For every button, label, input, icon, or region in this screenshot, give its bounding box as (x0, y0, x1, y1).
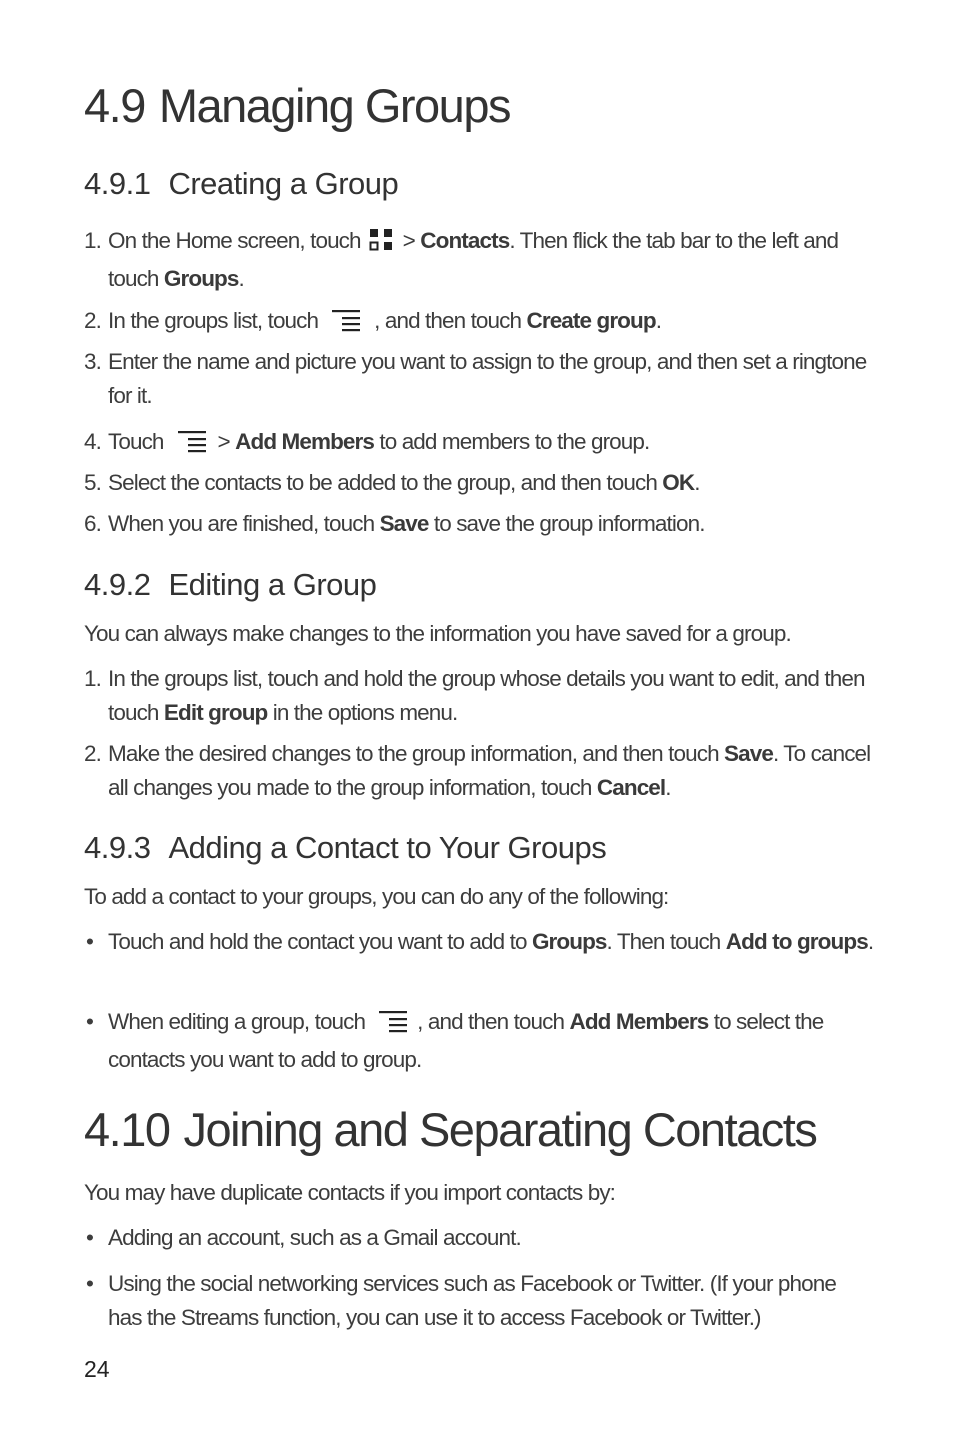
list-item: 2. Make the desired changes to the group information, and then touch Save. To cancel all changes you made to the group information, touch Cancel. (84, 741, 871, 800)
list-item: 2. In the groups list, touch , and then touch Create group. (84, 304, 874, 342)
subsection-heading-4-9-3: 4.9.3 Adding a Contact to Your Groups (84, 830, 607, 865)
list-item: 6. When you are finished, touch Save to save the group information. (84, 511, 705, 536)
apps-grid-icon (369, 228, 395, 262)
paragraph: To add a contact to your groups, you can do any of the following: (84, 884, 669, 909)
list-item: 5. Select the contacts to be added to the group, and then touch OK. (84, 470, 700, 495)
page-number: 24 (84, 1356, 110, 1382)
subsection-heading-4-9-2: 4.9.2 Editing a Group (84, 567, 377, 602)
menu-icon (379, 1009, 407, 1043)
section-heading-4-9: 4.9 Managing Groups (84, 79, 510, 132)
paragraph: You can always make changes to the information you have saved for a group. (84, 621, 791, 646)
menu-icon (332, 308, 360, 342)
bullet-item: • Using the social networking services such as Facebook or Twitter. (If your phone has the Streams function, you can use it to access Facebook or Twitter.) (86, 1271, 836, 1330)
list-item: 1. On the Home screen, touch > Contacts. Then flick the tab bar to the left and touch Groups. (84, 228, 839, 291)
list-item: 4. Touch > Add Members to add members to the group. (84, 425, 874, 463)
section-heading-4-10: 4.10 Joining and Separating Contacts (84, 1103, 817, 1156)
list-item: 1. In the groups list, touch and hold the group whose details you want to edit, and then touch Edit group in the options menu. (84, 666, 865, 725)
list-item: 3. Enter the name and picture you want to assign to the group, and then set a ringtone for it. (84, 349, 867, 408)
menu-icon (178, 429, 206, 463)
bullet-item: • When editing a group, touch , and then touch Add Members to select the contacts you want to add to group. (86, 1009, 824, 1072)
paragraph: You may have duplicate contacts if you import contacts by: (84, 1180, 616, 1205)
bullet-item: • Touch and hold the contact you want to add to Groups. Then touch Add to groups. (86, 929, 874, 954)
bullet-item: • Adding an account, such as a Gmail account. (86, 1225, 521, 1250)
subsection-heading-4-9-1: 4.9.1 Creating a Group (84, 166, 399, 201)
